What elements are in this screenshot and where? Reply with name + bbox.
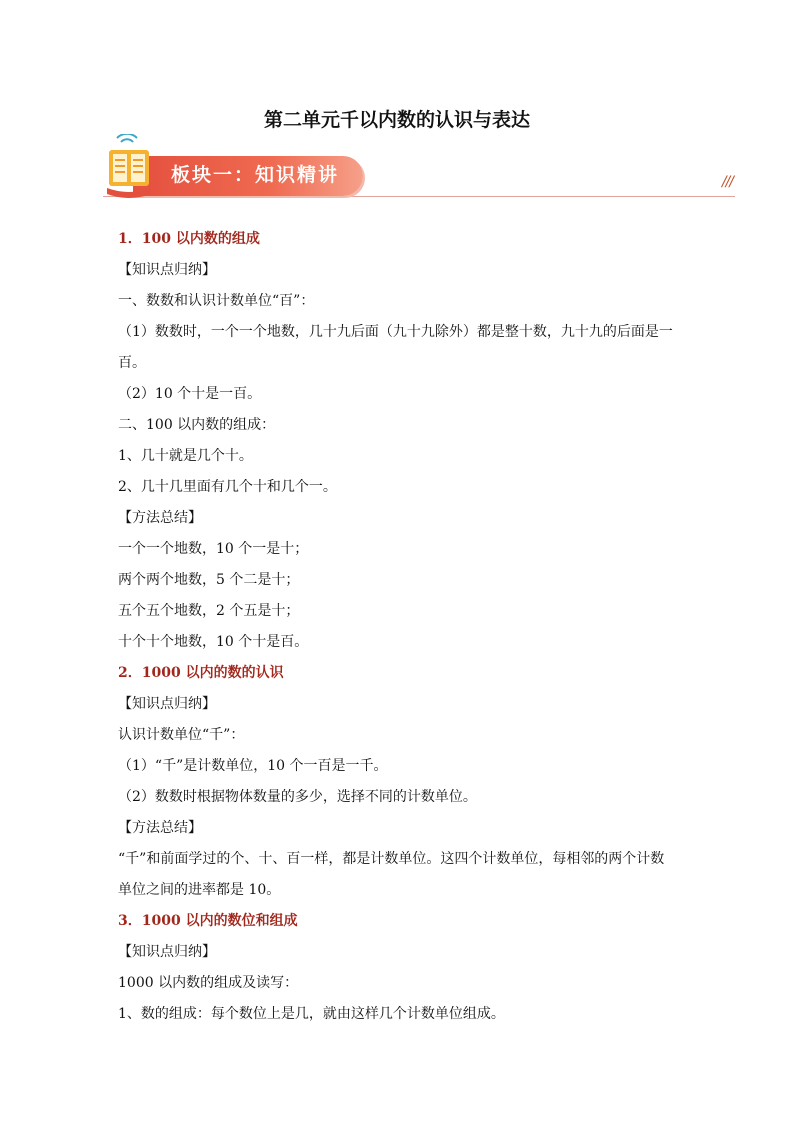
- paragraph-line: 1、几十就是几个十。: [118, 448, 253, 464]
- paragraph-line: 【知识点归纳】: [118, 262, 216, 278]
- paragraph-line: 认识计数单位“千”：: [118, 727, 245, 743]
- paragraph-line: 1000 以内数的组成及读写：: [118, 975, 299, 991]
- section-banner: [103, 134, 735, 200]
- paragraph-line: 五个五个地数，2 个五是十；: [118, 603, 300, 619]
- paragraph-line: 1、数的组成：每个数位上是几，就由这样几个计数单位组成。: [118, 1006, 505, 1022]
- paragraph-line: “千”和前面学过的个、十、百一样，都是计数单位。这四个计数单位，每相邻的两个计数: [118, 851, 665, 867]
- book-icon: [103, 134, 155, 200]
- paragraph-line: （2）数数时根据物体数量的多少，选择不同的计数单位。: [118, 789, 477, 805]
- paragraph-line: （1）“千”是计数单位，10 个一百是一千。: [118, 758, 388, 774]
- paragraph-line: 单位之间的进率都是 10。: [118, 882, 281, 898]
- paragraph-line: 十个十个地数，10 个十是百。: [118, 634, 309, 650]
- section-banner-label: 板块一：知识精讲: [171, 164, 340, 186]
- section-heading: 3．1000 以内的数位和组成: [118, 913, 298, 929]
- paragraph-line: 一、数数和认识计数单位“百”：: [118, 293, 315, 309]
- paragraph-line: （2）10 个十是一百。: [118, 386, 262, 402]
- paragraph-line: 【知识点归纳】: [118, 696, 216, 712]
- paragraph-line: 【知识点归纳】: [118, 944, 216, 960]
- paragraph-line: （1）数数时，一个一个地数，几十九后面（九十九除外）都是整十数，九十九的后面是一: [118, 324, 673, 340]
- paragraph-line: 【方法总结】: [118, 820, 202, 836]
- paragraph-line: 两个两个地数，5 个二是十；: [118, 572, 300, 588]
- section-heading: 2．1000 以内的数的认识: [118, 665, 284, 681]
- paragraph-line: 百。: [118, 355, 146, 371]
- section-heading: 1．100 以内数的组成: [118, 231, 260, 247]
- banner-divider: [103, 196, 735, 197]
- document-title: 第二单元千以内数的认识与表达: [263, 109, 530, 131]
- banner-slash-mark: ///: [721, 174, 733, 190]
- paragraph-line: 2、几十几里面有几个十和几个一。: [118, 479, 337, 495]
- paragraph-line: 一个一个地数，10 个一是十；: [118, 541, 309, 557]
- paragraph-line: 【方法总结】: [118, 510, 202, 526]
- document-body: [118, 224, 688, 1030]
- paragraph-line: 二、100 以内数的组成：: [118, 417, 276, 433]
